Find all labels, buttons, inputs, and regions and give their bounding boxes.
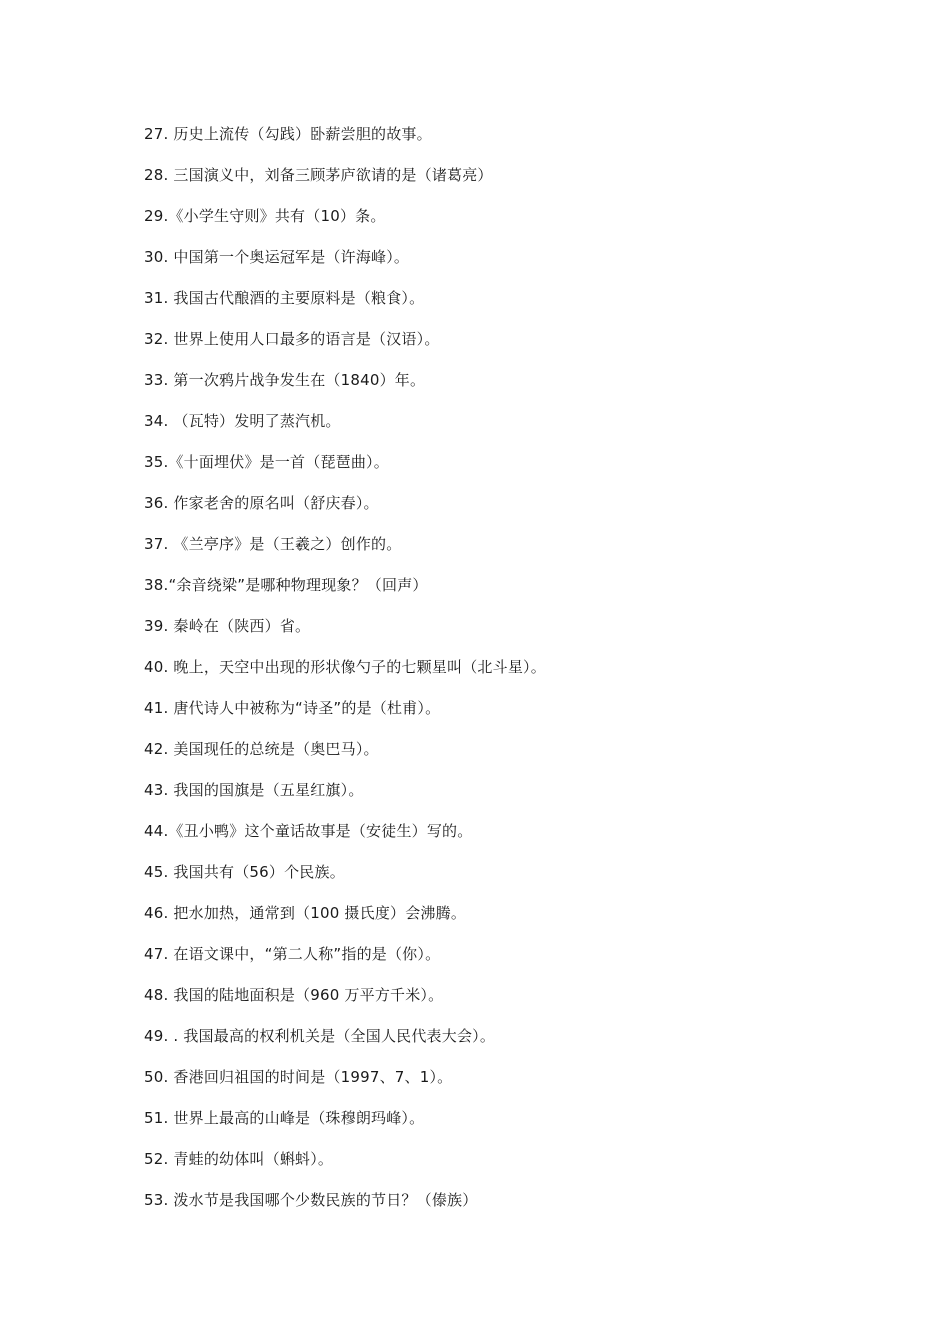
question-item: 51. 世界上最高的山峰是（珠穆朗玛峰）。 xyxy=(144,1109,425,1127)
question-item: 52. 青蛙的幼体叫（蝌蚪）。 xyxy=(144,1150,334,1168)
question-item: 31. 我国古代酿酒的主要原料是（粮食）。 xyxy=(144,289,425,307)
question-item: 30. 中国第一个奥运冠军是（许海峰）。 xyxy=(144,248,410,266)
question-item: 44.《丑小鸭》这个童话故事是（安徒生）写的。 xyxy=(144,822,473,840)
question-item: 48. 我国的陆地面积是（960 万平方千米）。 xyxy=(144,986,444,1004)
question-item: 40. 晚上，天空中出现的形状像勺子的七颗星叫（北斗星）。 xyxy=(144,658,546,676)
question-item: 29.《小学生守则》共有（10）条。 xyxy=(144,207,386,225)
question-item: 42. 美国现任的总统是（奥巴马）。 xyxy=(144,740,379,758)
question-item: 28. 三国演义中，刘备三顾茅庐欲请的是（诸葛亮） xyxy=(144,166,493,184)
question-item: 49. . 我国最高的权利机关是（全国人民代表大会）。 xyxy=(144,1027,496,1045)
question-item: 53. 泼水节是我国哪个少数民族的节日？（傣族） xyxy=(144,1191,478,1209)
question-item: 45. 我国共有（56）个民族。 xyxy=(144,863,345,881)
question-item: 41. 唐代诗人中被称为“诗圣”的是（杜甫）。 xyxy=(144,699,441,717)
question-item: 36. 作家老舍的原名叫（舒庆春）。 xyxy=(144,494,379,512)
question-item: 38.“余音绕梁”是哪种物理现象？（回声） xyxy=(144,576,428,594)
question-item: 27. 历史上流传（勾践）卧薪尝胆的故事。 xyxy=(144,125,432,143)
question-item: 47. 在语文课中，“第二人称”指的是（你）。 xyxy=(144,945,441,963)
question-item: 32. 世界上使用人口最多的语言是（汉语）。 xyxy=(144,330,440,348)
question-item: 33. 第一次鸦片战争发生在（1840）年。 xyxy=(144,371,426,389)
question-item: 35.《十面埋伏》是一首（琵琶曲）。 xyxy=(144,453,389,471)
question-item: 43. 我国的国旗是（五星红旗）。 xyxy=(144,781,364,799)
question-item: 50. 香港回归祖国的时间是（1997、7、1）。 xyxy=(144,1068,453,1086)
question-list xyxy=(144,121,864,1228)
question-item: 37. 《兰亭序》是（王羲之）创作的。 xyxy=(144,535,402,553)
question-item: 39. 秦岭在（陕西）省。 xyxy=(144,617,311,635)
question-item: 34. （瓦特）发明了蒸汽机。 xyxy=(144,412,341,430)
question-item: 46. 把水加热，通常到（100 摄氏度）会沸腾。 xyxy=(144,904,467,922)
